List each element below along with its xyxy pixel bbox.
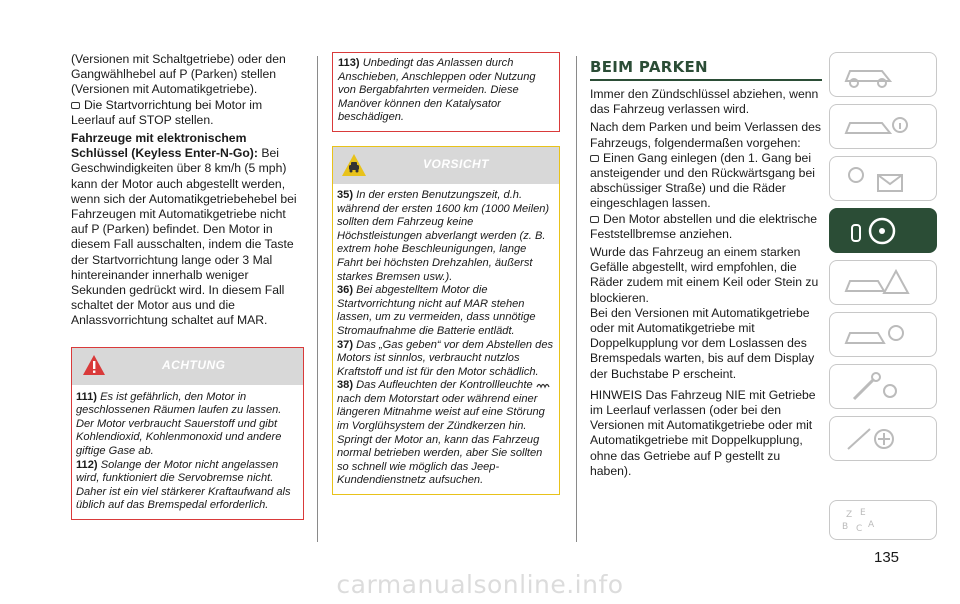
page-number: 135 [874, 549, 900, 566]
tab-driving[interactable] [829, 208, 937, 253]
bullet-item [71, 98, 304, 128]
warning-header [72, 348, 303, 385]
item-number: 35) [337, 188, 354, 201]
caution-item [337, 284, 555, 338]
column-divider [576, 56, 577, 542]
maintenance-icon [840, 319, 910, 351]
item-text: In der ersten Benutzungszeit, d.h. während der ersten 1600 km (1000 Meilen) sollten dem Fahrzeug keine Höchstleistungen abverlangt werden (z. B. extrem hohe Beschleunigungen, lange Fahrt bei höchsten Drehzahlen, äußerst starkes Bremsen usw.). [337, 188, 550, 283]
driving-icon [840, 215, 910, 247]
bullet-item [590, 212, 822, 242]
caution-content [333, 184, 559, 494]
bullet-text: Die Startvorrichtung bei Motor im Leerlauf auf STOP stellen. [71, 97, 263, 127]
column-middle [332, 52, 560, 495]
warning-title: ACHTUNG [162, 357, 226, 372]
item-number: 37) [337, 338, 354, 351]
paragraph: (Versionen mit Schaltgetriebe) oder den Gangwählhebel auf P (Parken) stellen (Versionen mit Automatikgetriebe). [71, 52, 286, 97]
index-icon [840, 505, 910, 535]
car-caution-icon [341, 153, 367, 177]
item-number: 113) [338, 57, 360, 69]
section-body [590, 87, 822, 479]
svg-text:A: A [868, 520, 875, 530]
tab-car-info[interactable] [829, 104, 937, 149]
bullet-icon [590, 155, 599, 162]
warning-box [71, 347, 304, 520]
tab-technical-data[interactable] [829, 364, 937, 409]
car-info-icon [840, 111, 910, 143]
bullet-icon [590, 216, 599, 223]
warning-lights-icon [840, 163, 910, 195]
item-text: Solange der Motor nicht angelassen wird, funktioniert die Servobremse nicht. Daher ist ein viel stärkerer Kraftaufwand als üblich auf das Bremspedal erforderlich. [76, 458, 291, 512]
paragraph: Immer den Zündschlüssel abziehen, wenn das Fahrzeug verlassen wird. [590, 87, 819, 117]
column-left [71, 52, 304, 520]
item-text: Das Aufleuchten der Kontrollleuchte [356, 379, 533, 392]
caution-item [337, 379, 555, 488]
svg-text:Z: Z [846, 510, 853, 520]
caution-item [337, 339, 555, 380]
paragraph: Nach dem Parken und beim Verlassen des Fahrzeugs, folgendermaßen vorgehen: [590, 120, 822, 150]
item-text: Es ist gefährlich, den Motor in geschlossenen Räumen laufen zu lassen. Der Motor verbraucht Sauerstoff und gibt Kohlendioxid, Kohlenmonoxid und andere giftige Gase ab. [76, 390, 282, 458]
tab-car-overview[interactable] [829, 52, 937, 97]
svg-text:C: C [856, 524, 863, 534]
column-divider [317, 56, 318, 542]
tab-warning-lights[interactable] [829, 156, 937, 201]
item-number: 111) [76, 390, 97, 403]
warning-item [76, 459, 299, 513]
column-right [590, 58, 822, 479]
emergency-icon [840, 267, 910, 299]
warning-item [76, 391, 299, 459]
caution-box [332, 146, 560, 495]
bullet-text: Einen Gang einlegen (den 1. Gang bei ansteigender und den Rückwärtsgang bei abschüssiger Straße) und die Räder eingeschlagen lassen. [590, 150, 815, 211]
multimedia-icon [840, 423, 910, 455]
footer-watermark: carmanualsonline.info [336, 570, 624, 599]
warning-content [72, 385, 303, 519]
section-rule [590, 79, 822, 81]
car-overview-icon [840, 59, 900, 91]
caution-header [333, 147, 559, 184]
warning-box-continued [332, 52, 560, 132]
paragraph: HINWEIS Das Fahrzeug NIE mit Getriebe im Leerlauf verlassen (oder bei den Versionen mit Automatikgetriebe oder mit Automatikgetriebe mit Doppelkupplung, ohne das Getriebe auf P gestellt zu haben). [590, 387, 816, 478]
paragraph-text: Bei Geschwindigkeiten über 8 km/h (5 mph) kann der Motor auch abgestellt werden, wenn sich der Automatikgetriebehebel bei Fahrzeugen mit Automatikgetriebe nicht auf P (Parken) befindet. Den Motor in diesem Fall ausschalten, indem die Taste der Startvorrichtung lange oder 3 Mal hintereinander innerhalb weniger Sekunden gedrückt wird. In diesem Fall schaltet der Motor aus und die Anlassvorrichtung schaltet auf MAR. [71, 146, 297, 328]
item-number: 38) [337, 379, 354, 392]
item-text: nach dem Motorstart oder während einer längeren Mitnahme weist auf eine Störung im Vorglühsystem der Zündkerzen hin. Springt der Motor an, kann das Fahrzeug normal betrieben werden, aber Sie sollten so schnell wie möglich das Jeep-Kundendienstnetz aufsuchen. [337, 392, 545, 487]
svg-text:B: B [842, 522, 849, 532]
item-number: 36) [337, 284, 354, 297]
bold-heading: Fahrzeuge mit elektronischem Schlüssel (Keyless Enter-N-Go): [71, 131, 258, 161]
item-text: Unbedingt das Anlassen durch Anschieben, Anschleppen oder Nutzung von Bergabfahrten vermeiden. Diese Manöver können den Katalysator beschädigen. [338, 57, 536, 124]
tab-index[interactable] [829, 500, 937, 540]
bullet-item [590, 151, 822, 212]
item-number: 112) [76, 458, 98, 471]
tab-multimedia[interactable] [829, 416, 937, 461]
item-text: Das „Gas geben“ vor dem Abstellen des Motors ist sinnlos, verbraucht nutzlos Kraftstoff und ist für den Motor schädlich. [337, 338, 554, 378]
paragraph: Bei den Versionen mit Automatikgetriebe oder mit Automatikgetriebe mit Doppelkupplung vor dem Loslassen des Bremspedals warten, bis auf dem Display der Buchstabe P erscheint. [590, 305, 815, 381]
technical-data-icon [840, 371, 910, 403]
bullet-icon [71, 102, 80, 109]
paragraph: Wurde das Fahrzeug an einem starken Gefälle abgestellt, wird empfohlen, die Räder zudem mit einem Keil oder Stein zu blockieren. [590, 245, 819, 305]
warning-triangle-icon [82, 354, 106, 376]
paragraph [71, 131, 304, 329]
tab-emergency[interactable] [829, 260, 937, 305]
bullet-text: Den Motor abstellen und die elektrische Feststellbremse anziehen. [590, 211, 818, 241]
item-text: Bei abgestelltem Motor die Startvorrichtung nicht auf MAR stehen lassen, um zu vermeiden, dass unnötige Stromaufnahme die Batterie entlädt. [337, 284, 536, 337]
section-title: BEIM PARKEN [590, 58, 708, 76]
glow-plug-icon [536, 381, 550, 389]
caution-title: VORSICHT [423, 156, 490, 171]
svg-text:E: E [860, 508, 866, 518]
caution-item [337, 189, 555, 284]
tab-maintenance[interactable] [829, 312, 937, 357]
warning-item [338, 57, 554, 125]
